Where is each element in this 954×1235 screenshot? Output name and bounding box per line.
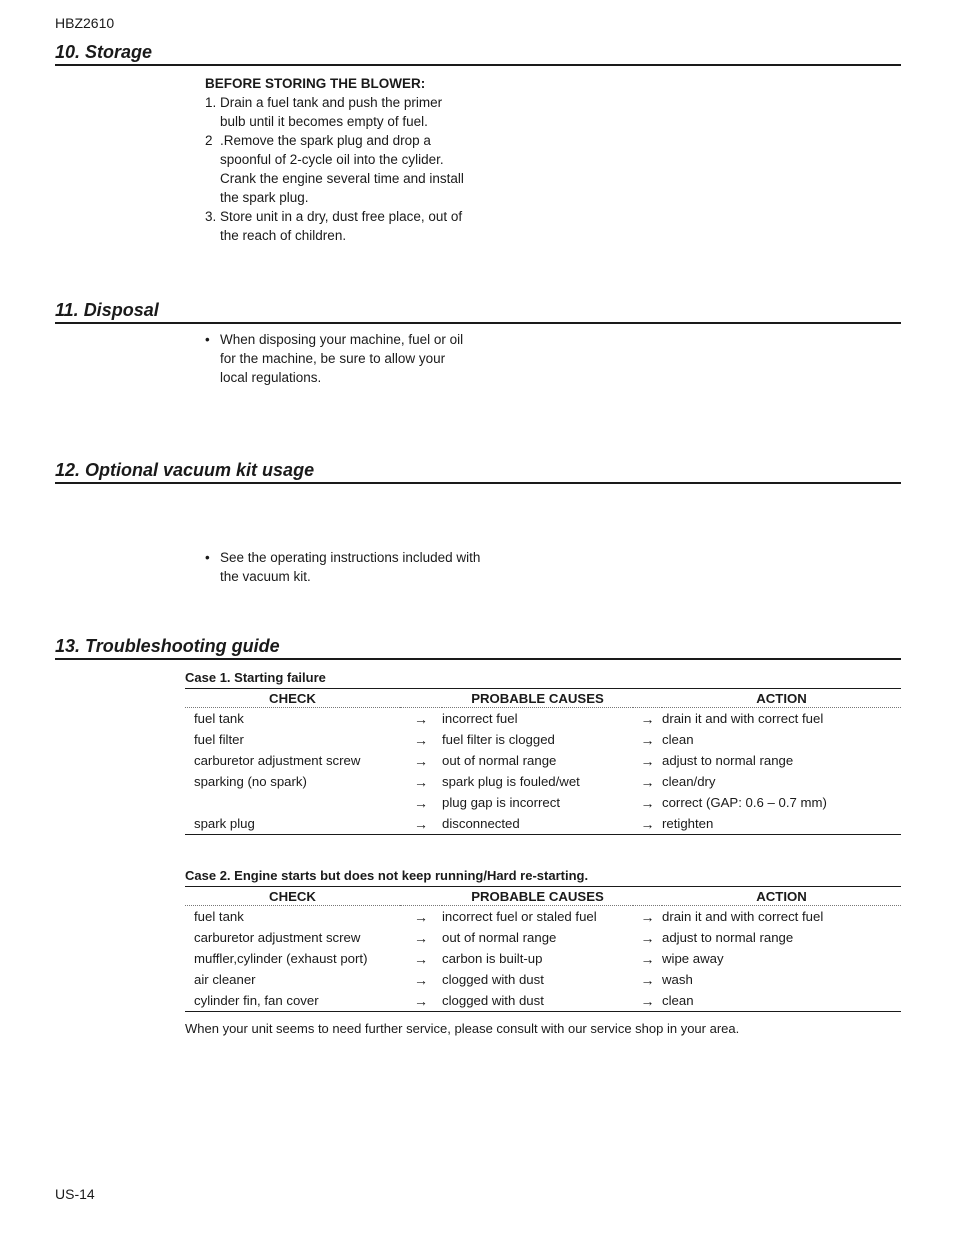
item-text: .Remove the spark plug and drop a spoonful of 2-cycle oil into the cylider. Crank the engine several time and install the spark plug. xyxy=(220,133,464,205)
table-row xyxy=(185,792,901,813)
cause-cell: clogged with dust xyxy=(442,972,544,987)
header-causes: PROBABLE CAUSES xyxy=(442,689,633,708)
arrow-icon: → xyxy=(414,815,428,832)
check-cell: sparking (no spark) xyxy=(194,774,307,789)
page-number: US-14 xyxy=(55,1186,95,1202)
check-cell: spark plug xyxy=(194,816,255,831)
arrow-icon: → xyxy=(640,815,655,832)
arrow-icon: → xyxy=(414,929,428,946)
header-action: ACTION xyxy=(662,887,901,906)
cause-cell: plug gap is incorrect xyxy=(442,795,561,810)
case2-table-wrap xyxy=(185,886,901,1012)
section-title-storage: 10. Storage xyxy=(55,41,901,66)
disposal-text: When disposing your machine, fuel or oil for the machine, be sure to allow your local regulations. xyxy=(220,332,464,385)
arrow-icon: → xyxy=(414,992,428,1009)
bullet-icon: • xyxy=(205,550,210,565)
check-cell: fuel tank xyxy=(194,711,244,726)
arrow-icon: → xyxy=(414,752,428,769)
cause-cell: out of normal range xyxy=(442,930,557,945)
cause-cell: disconnected xyxy=(442,816,520,831)
storage-item-3 xyxy=(205,207,470,245)
check-cell: carburetor adjustment screw xyxy=(194,930,361,945)
vacuum-text: See the operating instructions included with the vacuum kit. xyxy=(220,550,481,584)
action-cell: wash xyxy=(662,972,693,987)
case1-title: Case 1. Starting failure xyxy=(185,670,326,685)
storage-item-1 xyxy=(205,93,470,131)
table-row xyxy=(185,750,901,771)
arrow-icon: → xyxy=(414,908,428,925)
storage-heading: BEFORE STORING THE BLOWER: xyxy=(205,76,426,91)
action-cell: drain it and with correct fuel xyxy=(662,909,824,924)
action-cell: wipe away xyxy=(662,951,724,966)
case1-table-wrap xyxy=(185,688,901,835)
case2-title: Case 2. Engine starts but does not keep running/Hard re-starting. xyxy=(185,868,589,883)
arrow-icon: → xyxy=(640,971,655,988)
arrow-icon: → xyxy=(640,794,655,811)
header-spacer xyxy=(633,689,662,708)
table-row xyxy=(185,990,901,1012)
item-number: 3. xyxy=(205,209,217,224)
action-cell: drain it and with correct fuel xyxy=(662,711,824,726)
action-cell: adjust to normal range xyxy=(662,753,794,768)
arrow-icon: → xyxy=(414,731,428,748)
vacuum-item xyxy=(205,548,485,586)
check-cell: carburetor adjustment screw xyxy=(194,753,361,768)
section-title-disposal: 11. Disposal xyxy=(55,299,901,324)
arrow-icon: → xyxy=(640,929,655,946)
bullet-icon: • xyxy=(205,332,210,347)
arrow-icon: → xyxy=(640,731,655,748)
arrow-icon: → xyxy=(414,794,428,811)
cause-cell: incorrect fuel or staled fuel xyxy=(442,909,597,924)
storage-item-2 xyxy=(205,131,470,207)
action-cell: clean xyxy=(662,732,694,747)
header-causes: PROBABLE CAUSES xyxy=(442,887,633,906)
model-number: HBZ2610 xyxy=(55,15,115,31)
header-check: CHECK xyxy=(185,689,400,708)
arrow-icon: → xyxy=(640,992,655,1009)
case1-table xyxy=(185,688,901,835)
cause-cell: incorrect fuel xyxy=(442,711,518,726)
check-cell: muffler,cylinder (exhaust port) xyxy=(194,951,368,966)
arrow-icon: → xyxy=(640,752,655,769)
cause-cell: clogged with dust xyxy=(442,993,544,1008)
case2-table xyxy=(185,886,901,1012)
action-cell: retighten xyxy=(662,816,714,831)
action-cell: correct (GAP: 0.6 – 0.7 mm) xyxy=(662,795,827,810)
arrow-icon: → xyxy=(640,773,655,790)
check-cell: fuel tank xyxy=(194,909,244,924)
arrow-icon: → xyxy=(414,971,428,988)
header-spacer xyxy=(400,887,442,906)
action-cell: adjust to normal range xyxy=(662,930,794,945)
table-row xyxy=(185,771,901,792)
table-row xyxy=(185,708,901,730)
storage-section xyxy=(205,74,470,245)
cause-cell: carbon is built-up xyxy=(442,951,543,966)
item-text: Drain a fuel tank and push the primer bulb until it becomes empty of fuel. xyxy=(220,95,443,129)
arrow-icon: → xyxy=(640,908,655,925)
table-row xyxy=(185,948,901,969)
header-spacer xyxy=(633,887,662,906)
arrow-icon: → xyxy=(640,710,655,727)
section-title-vacuum: 12. Optional vacuum kit usage xyxy=(55,459,901,484)
action-cell: clean/dry xyxy=(662,774,716,789)
cause-cell: out of normal range xyxy=(442,753,557,768)
cause-cell: fuel filter is clogged xyxy=(442,732,555,747)
item-number: 2 xyxy=(205,133,213,148)
header-spacer xyxy=(400,689,442,708)
table-row xyxy=(185,969,901,990)
table-header-row xyxy=(185,689,901,708)
table-row xyxy=(185,729,901,750)
arrow-icon: → xyxy=(414,950,428,967)
header-check: CHECK xyxy=(185,887,400,906)
table-header-row xyxy=(185,887,901,906)
section-title-troubleshooting: 13. Troubleshooting guide xyxy=(55,635,901,660)
table-row xyxy=(185,927,901,948)
item-number: 1. xyxy=(205,95,217,110)
check-cell: cylinder fin, fan cover xyxy=(194,993,319,1008)
service-note: When your unit seems to need further service, please consult with our service shop in your area. xyxy=(185,1021,740,1036)
check-cell: air cleaner xyxy=(194,972,256,987)
action-cell: clean xyxy=(662,993,694,1008)
check-cell: fuel filter xyxy=(194,732,244,747)
table-row xyxy=(185,906,901,928)
item-text: Store unit in a dry, dust free place, out of the reach of children. xyxy=(220,209,463,243)
arrow-icon: → xyxy=(640,950,655,967)
cause-cell: spark plug is fouled/wet xyxy=(442,774,580,789)
arrow-icon: → xyxy=(414,710,428,727)
arrow-icon: → xyxy=(414,773,428,790)
disposal-item xyxy=(205,330,470,387)
header-action: ACTION xyxy=(662,689,901,708)
check-cell xyxy=(185,792,400,813)
table-row xyxy=(185,813,901,835)
